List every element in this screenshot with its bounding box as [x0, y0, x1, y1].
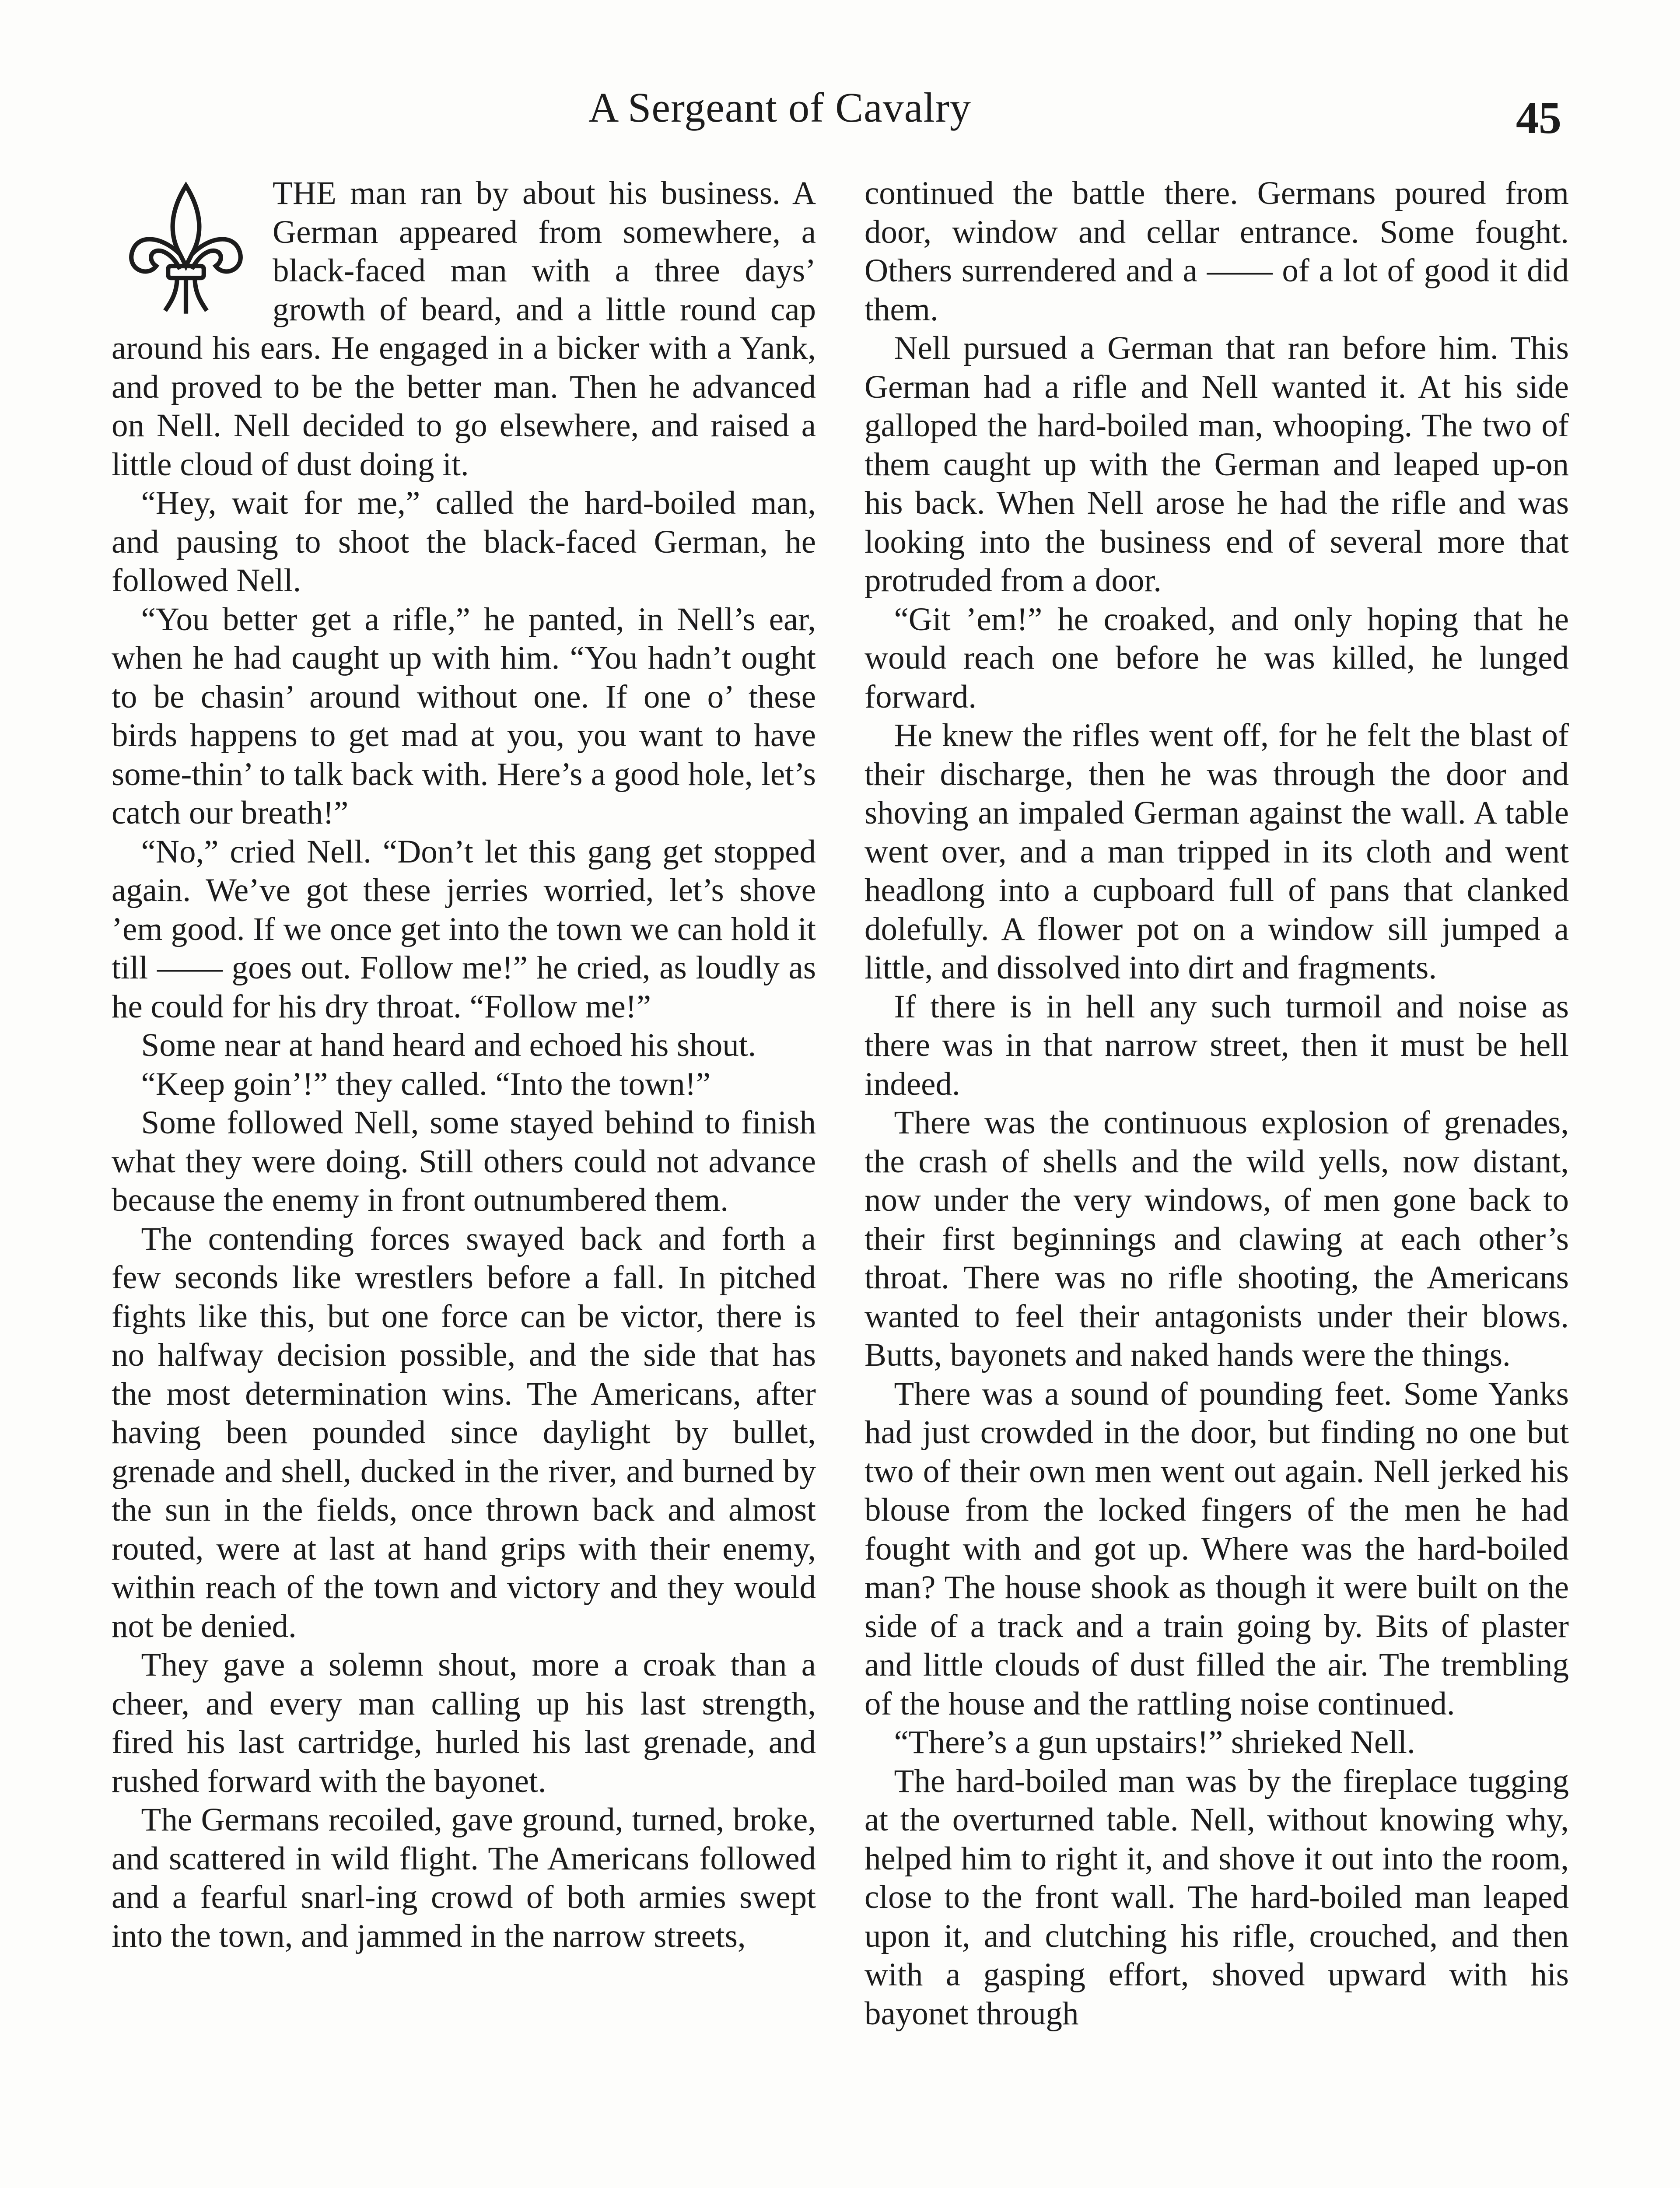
- paragraph: Some followed Nell, some stayed behind to finish what they were doing. Still others could not advance because the enemy in front outnumbered them.: [112, 1105, 816, 1218]
- paragraph: “No,” cried Nell. “Don’t let this gang get stopped again. We’ve got these jerries worried, let’s shove ’em good. If we once get into the town we can hold it till —— goes out. Follow me!” he cried, as loudly as he could for his dry throat. “Follow me!”: [112, 833, 816, 1025]
- paragraph: “Keep goin’!” they called. “Into the town!”: [141, 1066, 711, 1102]
- running-head: A Sergeant of Cavalry: [588, 84, 972, 131]
- paragraph: The contending forces swayed back and forth a few seconds like wrestlers before a fall. In pitched fights like this, but one force can be victor, there is no halfway decision possible, and the side that has the most determination wins. The Americans, after having been pounded since daylight by bullet, grenade and shell, ducked in the river, and burned by the sun in the fields, once thrown back and almost routed, were at last at hand grips with their enemy, within reach of the town and victory and they would not be denied.: [112, 1220, 816, 1645]
- fleur-de-lis-icon: [112, 177, 260, 326]
- paragraph: They gave a solemn shout, more a croak than a cheer, and every man calling up his last strength, fired his last cartridge, hurled his last grenade, and rushed forward with the bayonet.: [112, 1647, 816, 1799]
- right-column: [864, 174, 1569, 2033]
- paragraph: “There’s a gun upstairs!” shrieked Nell.: [894, 1724, 1415, 1760]
- page-number: 45: [1516, 93, 1561, 143]
- paragraph: There was the continuous explosion of grenades, the crash of shells and the wild yells, now distant, now under the very windows, of men gone back to their first beginnings and clawing at each other’s throat. There was no rifle shooting, the Americans wanted to feel their antagonists under their blows. Butts, bayonets and naked hands were the things.: [864, 1105, 1569, 1373]
- paragraph: “You better get a rifle,” he panted, in Nell’s ear, when he had caught up with him. “You hadn’t ought to be chasin’ around without one. If one o’ these birds happens to get mad at you, you want to have some-thin’ to talk back with. Here’s a good hole, let’s catch our breath!”: [112, 601, 816, 831]
- paragraph: “Git ’em!” he croaked, and only hoping that he would reach one before he was killed, he lunged forward.: [864, 601, 1569, 715]
- paragraph: If there is in hell any such turmoil and noise as there was in that narrow street, then it must be hell indeed.: [864, 988, 1569, 1102]
- left-column: [112, 174, 816, 1956]
- paragraph: Some near at hand heard and echoed his shout.: [141, 1027, 756, 1063]
- paragraph: Nell pursued a German that ran before him. This German had a rifle and Nell wanted it. At his side galloped the hard-boiled man, whooping. The two of them caught up with the German and leaped up-on his back. When Nell arose he had the rifle and was looking into the business end of several more that protruded from a door.: [864, 330, 1569, 599]
- paragraph: There was a sound of pounding feet. Some Yanks had just crowded in the door, but finding no one but two of their own men went out again. Nell jerked his blouse from the locked fingers of the men he had fought with and got up. Where was the hard-boiled man? The house shook as though it were built on the side of a track and a train going by. Bits of plaster and little clouds of dust filled the air. The trembling of the house and the rattling noise continued.: [864, 1375, 1569, 1722]
- paragraph: He knew the rifles went off, for he felt the blast of their discharge, then he was through the door and shoving an impaled German against the wall. A table went over, and a man tripped in its cloth and went headlong into a cupboard full of pans that clanked dolefully. A flower pot on a window sill jumped a little, and dissolved into dirt and fragments.: [864, 717, 1569, 986]
- paragraph: continued the battle there. Germans poured from door, window and cellar entrance. Some fought. Others surrendered and a —— of a lot of good it did them.: [864, 175, 1569, 328]
- paragraph: “Hey, wait for me,” called the hard-boiled man, and pausing to shoot the black-faced German, he followed Nell.: [112, 485, 816, 599]
- paragraph: The Germans recoiled, gave ground, turned, broke, and scattered in wild flight. The Americans followed and a fearful snarl-ing crowd of both armies swept into the town, and jammed in the narrow streets,: [112, 1802, 816, 1954]
- paragraph: The hard-boiled man was by the fireplace tugging at the overturned table. Nell, without knowing why, helped him to right it, and shove it out into the room, close to the front wall. The hard-boiled man leaped upon it, and clutching his rifle, crouched, and then with a gasping effort, shoved upward with his bayonet through: [864, 1763, 1569, 2032]
- paragraph: THE man ran by about his business. A German appeared from somewhere, a black-faced man with a three days’ growth of beard, and a little round cap around his ears. He engaged in a bicker with a Yank, and proved to be the better man. Then he advanced on Nell. Nell decided to go elsewhere, and raised a little cloud of dust doing it.: [112, 175, 816, 483]
